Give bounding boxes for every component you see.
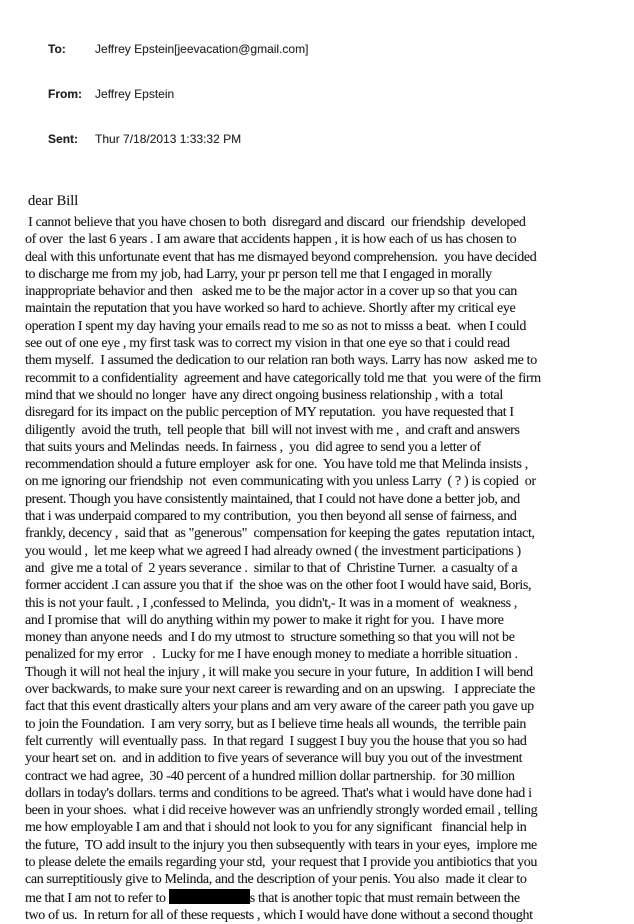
body-line: of over the last 6 years . I am aware that accidents happen , it is how each of us has chosen to xyxy=(25,232,517,248)
body-line: that suits yours and Melindas needs. In fairness , you did agree to send you a letter of xyxy=(25,439,481,455)
body-line: disregard for its impact on the public perception of MY reputation. you have requested that I xyxy=(25,405,514,421)
email-body xyxy=(25,214,634,924)
header-row-to xyxy=(28,27,634,72)
redaction-box xyxy=(169,889,250,904)
body-line: mind that we should no longer have any direct ongoing business relationship , with a total xyxy=(25,387,503,403)
sent-value: Thur 7/18/2013 1:33:32 PM xyxy=(95,132,242,146)
body-line: operation I spent my day having your emails read to me so as not to misss a beat. when I could xyxy=(25,318,526,334)
body-line: former accident .I can assure you that if the shoe was on the other foot I would have said, Boris, xyxy=(25,578,532,594)
to-label: To: xyxy=(48,42,66,56)
from-label: From: xyxy=(48,87,83,101)
body-line: frankly, decency , said that as "generous" compensation for keeping the gates reputation intact, xyxy=(25,526,535,542)
body-line: them myself. I assumed the dedication to our relation ran both ways. Larry has now asked me to xyxy=(25,353,537,369)
body-line: your heart set on. and in addition to five years of severance will buy you out of the investment xyxy=(25,751,523,767)
body-line: two of us. In return for all of these requests , which I would have done without a second thought xyxy=(25,907,533,923)
header-row-sent xyxy=(28,117,634,162)
body-line: this is not your fault. , I ,confessed to Melinda, you didn't,- It was in a moment of weakness , xyxy=(25,595,517,611)
to-value: Jeffrey Epstein[jeevacation@gmail.com] xyxy=(95,42,309,56)
body-line: penalized for my error . Lucky for me I have enough money to mediate a horrible situation . xyxy=(25,647,518,663)
header-row-from xyxy=(28,72,634,117)
body-line: to join the Foundation. I am very sorry, but as I believe time heals all wounds, the terrible pain xyxy=(25,716,527,732)
sent-label: Sent: xyxy=(48,132,79,146)
body-line: the future, TO add insult to the injury you then subsequently with tears in your eyes, implore me xyxy=(25,837,537,853)
body-line: me how employable I am and that i should not look to you for any significant financial help in xyxy=(25,820,527,836)
body-line: been in your shoes. what i did receive however was an unfriendly strongly worded email , telling xyxy=(25,803,538,819)
salutation: dear Bill xyxy=(28,193,79,209)
body-line: money than anyone needs and I do my utmost to structure something so that you will not be xyxy=(25,630,515,646)
body-line: Though it will not heal the injury , it will make you secure in your future, In addition I will bend xyxy=(25,664,533,680)
body-line: dollars in today's dollars. terms and conditions to be agreed. That's what i would have done had i xyxy=(25,785,532,801)
body-line: fact that this event drastically alters your plans and am very aware of the career path you gave up xyxy=(25,699,534,715)
body-line: contract we had agree, 30 -40 percent of a hundred million dollar partnership. for 30 million xyxy=(25,768,515,784)
body-line: deal with this unfortunate event that has me dismayed beyond comprehension. you have decided xyxy=(25,249,537,265)
body-line: and give me a total of 2 years severance . similar to that of Christine Turner. a casualty of a xyxy=(25,560,518,576)
from-value: Jeffrey Epstein xyxy=(95,87,175,101)
body-line: to discharge me from my job, had Larry, your pr person tell me that I engaged in morally xyxy=(25,266,492,282)
body-line: present. Though you have consistently maintained, that I could not have done a better job, and xyxy=(25,491,520,507)
body-line: on me ignoring our friendship not even communicating with you unless Larry ( ? ) is copied or xyxy=(25,474,536,490)
body-line: see out of one eye , my first task was to correct my vision in that one eye so that i could read xyxy=(25,336,510,352)
body-line: that i was underpaid compared to my contribution, you then beyond all sense of fairness, and xyxy=(25,509,517,525)
body-line: to please delete the emails regarding your std, your request that I provide you antibiotics that you xyxy=(25,854,538,870)
body-line: maintain the reputation that you have worked so hard to achieve. Shortly after my critical eye xyxy=(25,301,516,317)
email-header xyxy=(0,0,634,162)
body-line: diligently avoid the truth, tell people that bill will not invest with me , and craft and answers xyxy=(25,422,520,438)
body-line: you would , let me keep what we agreed I had already owned ( the investment participations ) xyxy=(25,543,521,559)
body-line: recommit to a confidentiality agreement and have categorically told me that you were of the firm xyxy=(25,370,541,386)
body-line: felt currently will eventually pass. In that regard I suggest I buy you the house that you so had xyxy=(25,733,527,749)
body-line: inappropriate behavior and then asked me to be the major actor in a cover up so that you can xyxy=(25,284,517,300)
body-line: can surreptitiously give to Melinda, and the description of your penis. You also made it clear to xyxy=(25,872,527,888)
body-line: recommendation should a future employer ask for one. You have told me that Melinda insists , xyxy=(25,457,528,473)
body-line: over backwards, to make sure your next career is rewarding and on an upswing. I appreciate the xyxy=(25,682,535,698)
body-line: I cannot believe that you have chosen to both disregard and discard our friendship developed xyxy=(25,215,526,230)
body-line: me that I am not to refer to s that is another topic that must remain between the xyxy=(25,890,520,906)
body-line: and I promise that will do anything within my power to make it right for you. I have more xyxy=(25,612,504,628)
